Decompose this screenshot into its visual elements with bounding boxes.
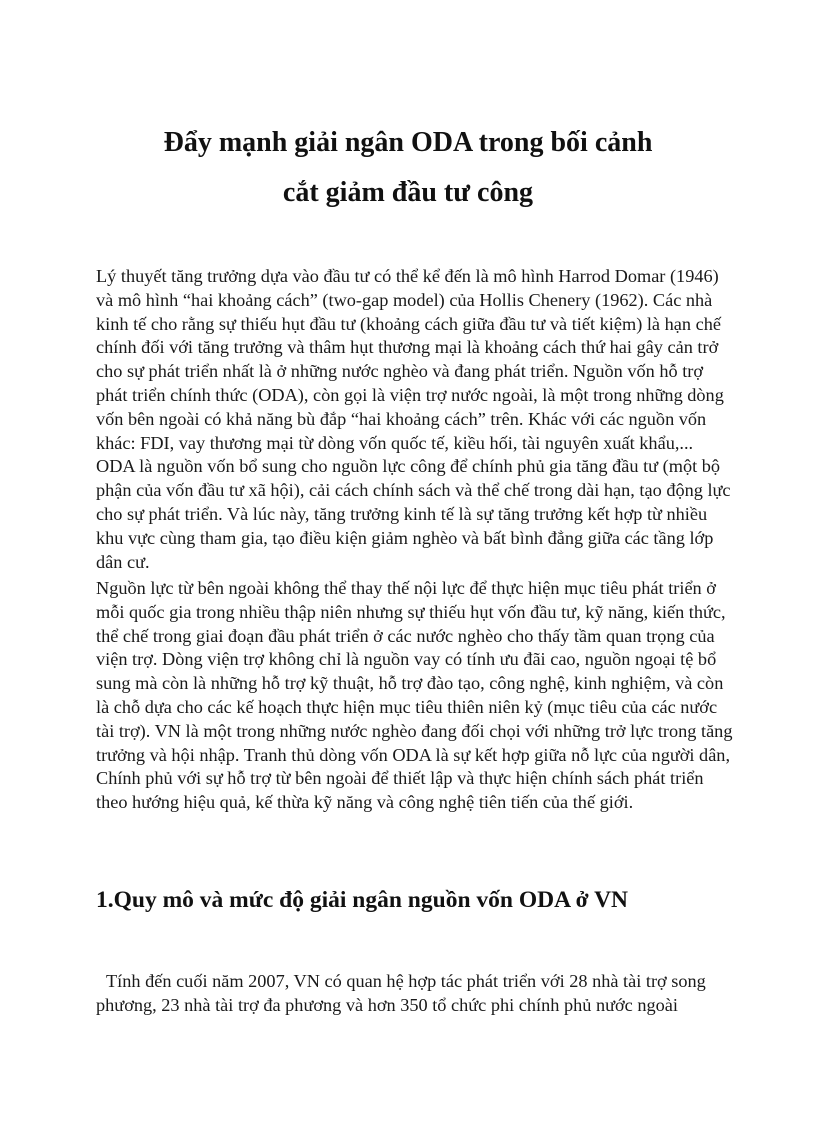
- title-line-1: Đẩy mạnh giải ngân ODA trong bối cảnh: [163, 127, 653, 158]
- paragraph-1: Lý thuyết tăng trưởng dựa vào đầu tư có thể kể đến là mô hình Harrod Domar (1946) và mô hình “hai khoảng cách” (two-gap model) của Hollis Chenery (1962). Các nhà kinh tế cho rằng sự thiếu hụt đầu tư (khoảng cách giữa đầu tư và tiết kiệm) là hạn chế chính đối với tăng trưởng và thâm hụt thương mại là khoảng cách thứ hai gây cản trở cho sự phát triển nhất là ở những nước nghèo và đang phát triển. Nguồn vốn hỗ trợ phát triển chính thức (ODA), còn gọi là viện trợ nước ngoài, là một trong những dòng vốn bên ngoài có khả năng bù đắp “hai khoảng cách” trên. Khác với các nguồn vốn khác: FDI, vay thương mại từ dòng vốn quốc tế, kiều hối, tài nguyên xuất khẩu,... ODA là nguồn vốn bổ sung cho nguồn lực công để chính phủ gia tăng đầu tư (một bộ phận của vốn đầu tư xã hội), cải cách chính sách và thể chế trong dài hạn, tạo động lực cho sự phát triển. Và lúc này, tăng trưởng kinh tế là sự tăng trưởng kết hợp từ nhiều khu vực cùng tham gia, tạo điều kiện giảm nghèo và bất bình đẳng giữa các tầng lớp dân cư.: [96, 266, 731, 572]
- title-line-2: cắt giảm đầu tư công: [282, 177, 534, 208]
- paragraph-2: Nguồn lực từ bên ngoài không thể thay thế nội lực để thực hiện mục tiêu phát triển ở mỗi quốc gia trong nhiều thập niên nhưng sự thiếu hụt vốn đầu tư, kỹ năng, kiến thức, thể chế trong giai đoạn đầu phát triển ở các nước nghèo cho thấy tầm quan trọng của viện trợ. Dòng viện trợ không chỉ là nguồn vay có tính ưu đãi cao, nguồn ngoại tệ bổ sung mà còn là những hỗ trợ kỹ thuật, hỗ trợ đào tạo, công nghệ, kinh nghiệm, và còn là chỗ dựa cho các kế hoạch thực hiện mục tiêu thiên niên kỷ (mục tiêu của các nước tài trợ). VN là một trong những nước nghèo đang đối chọi với những trở lực trong tăng trưởng và hội nhập. Tranh thủ dòng vốn ODA là sự kết hợp giữa nỗ lực của người dân, Chính phủ với sự hỗ trợ từ bên ngoài để thiết lập và thực hiện chính sách phát triển theo hướng hiệu quả, kế thừa kỹ năng và công nghệ tiên tiến của thế giới.: [96, 578, 733, 813]
- document-title: [0, 118, 816, 218]
- section-heading-1: 1.Quy mô và mức độ giải ngân nguồn vốn ODA ở VN: [96, 887, 629, 913]
- paragraph-3: Tính đến cuối năm 2007, VN có quan hệ hợp tác phát triển với 28 nhà tài trợ song phương, 23 nhà tài trợ đa phương và hơn 350 tổ chức phi chính phủ nước ngoài: [96, 971, 706, 1015]
